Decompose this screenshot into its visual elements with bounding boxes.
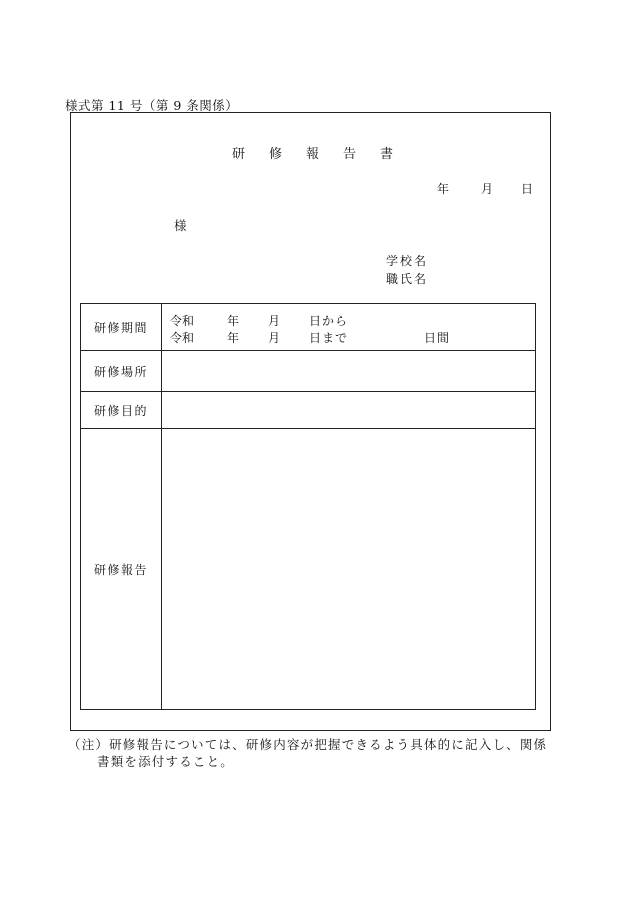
report-table	[80, 303, 536, 710]
school-name-label: 学校名	[386, 254, 429, 268]
period-end-month: 月	[268, 331, 281, 345]
period-total-days: 日間	[424, 331, 451, 345]
table-row-purpose	[81, 392, 536, 429]
table-row-place	[81, 351, 536, 392]
date-day-label: 日	[521, 182, 534, 196]
purpose-label: 研修目的	[81, 392, 162, 429]
addressee-honorific: 様	[174, 218, 187, 233]
footnote-line-1: （注）研修報告については、研修内容が把握できるよう具体的に記入し、関係	[68, 737, 548, 752]
date-month-label: 月	[481, 182, 494, 196]
report-label: 研修報告	[81, 429, 162, 710]
period-start-month: 月	[268, 314, 281, 328]
period-end-era: 令和	[170, 331, 195, 345]
form-number: 様式第 11 号（第 9 条関係）	[65, 98, 239, 113]
period-end-year: 年	[227, 331, 240, 345]
footnote-line-2: 書類を添付すること。	[97, 754, 235, 769]
report-field[interactable]	[162, 429, 536, 710]
period-start-era: 令和	[170, 314, 195, 328]
period-field[interactable]	[162, 304, 536, 351]
date-year-label: 年	[437, 182, 450, 196]
period-end-day: 日まで	[309, 331, 349, 345]
place-field[interactable]	[162, 351, 536, 392]
document-title: 研修報告書	[232, 147, 418, 162]
period-start-year: 年	[227, 314, 240, 328]
period-label: 研修期間	[81, 304, 162, 351]
footnote	[68, 736, 568, 770]
place-label: 研修場所	[81, 351, 162, 392]
period-start-day: 日から	[309, 314, 349, 328]
table-row-report	[81, 429, 536, 710]
purpose-field[interactable]	[162, 392, 536, 429]
table-row-period	[81, 304, 536, 351]
position-name-label: 職氏名	[386, 272, 429, 286]
